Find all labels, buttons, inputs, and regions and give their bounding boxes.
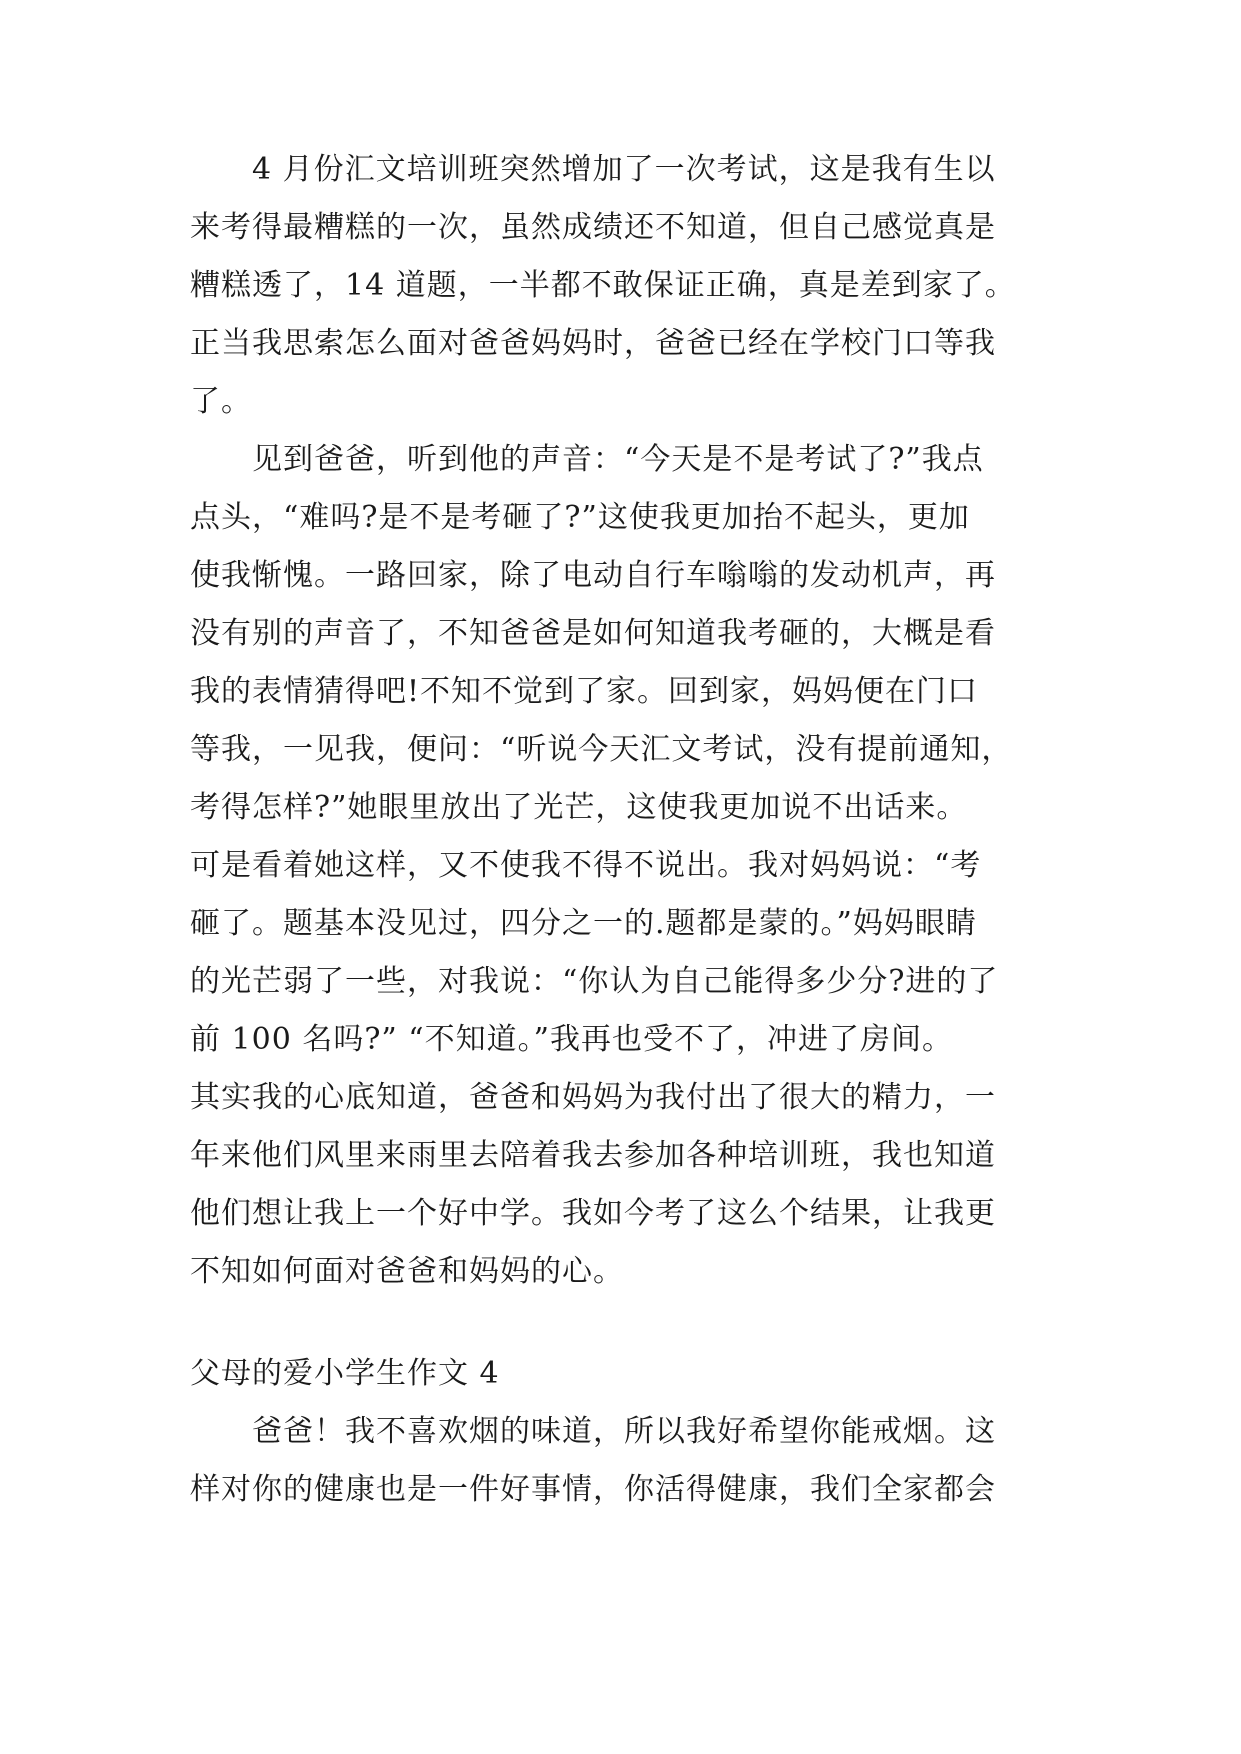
paragraph-2-line: 见到爸爸，听到他的声音：“今天是不是考试了?”我点 — [252, 442, 984, 477]
paragraph-1-line: 来考得最糟糕的一次，虽然成绩还不知道，但自己感觉真是 — [190, 210, 996, 245]
paragraph-2-line: 年来他们风里来雨里去陪着我去参加各种培训班，我也知道 — [190, 1138, 996, 1173]
paragraph-3-line: 爸爸！我不喜欢烟的味道，所以我好希望你能戒烟。这 — [252, 1414, 996, 1449]
paragraph-1-line: 正当我思索怎么面对爸爸妈妈时，爸爸已经在学校门口等我 — [190, 326, 996, 361]
paragraph-3-line: 样对你的健康也是一件好事情，你活得健康，我们全家都会 — [190, 1472, 996, 1507]
paragraph-2-line: 等我，一见我，便问：“听说今天汇文考试，没有提前通知， — [190, 732, 1013, 767]
paragraph-1-line: 4 月份汇文培训班突然增加了一次考试，这是我有生以 — [252, 152, 996, 187]
paragraph-2-line: 可是看着她这样，又不使我不得不说出。我对妈妈说：“考 — [190, 848, 982, 883]
paragraph-2-line: 点头，“难吗?是不是考砸了?”这使我更加抬不起头，更加 — [190, 500, 970, 535]
paragraph-2-line: 其实我的心底知道，爸爸和妈妈为我付出了很大的精力，一 — [190, 1080, 996, 1115]
paragraph-2-line: 没有别的声音了，不知爸爸是如何知道我考砸的，大概是看 — [190, 616, 996, 651]
paragraph-2-line: 他们想让我上一个好中学。我如今考了这么个结果，让我更 — [190, 1196, 996, 1231]
paragraph-2-line: 不知如何面对爸爸和妈妈的心。 — [190, 1254, 624, 1289]
paragraph-2-line: 前 100 名吗?” “不知道。”我再也受不了，冲进了房间。 — [190, 1022, 953, 1057]
paragraph-2-line: 我的表情猜得吧!不知不觉到了家。回到家，妈妈便在门口 — [190, 674, 979, 709]
paragraph-2-line: 使我惭愧。一路回家，除了电动自行车嗡嗡的发动机声，再 — [190, 558, 996, 593]
paragraph-1-line: 糟糕透了，14 道题，一半都不敢保证正确，真是差到家了。 — [190, 268, 1016, 303]
paragraph-2-line: 的光芒弱了一些，对我说：“你认为自己能得多少分?进的了 — [190, 964, 999, 999]
section-heading: 父母的爱小学生作文 4 — [190, 1356, 500, 1391]
paragraph-2-line: 砸了。题基本没见过，四分之一的.题都是蒙的。”妈妈眼睛 — [190, 906, 977, 941]
paragraph-2-line: 考得怎样?”她眼里放出了光芒，这使我更加说不出话来。 — [190, 790, 968, 825]
paragraph-1-line: 了。 — [190, 384, 252, 419]
